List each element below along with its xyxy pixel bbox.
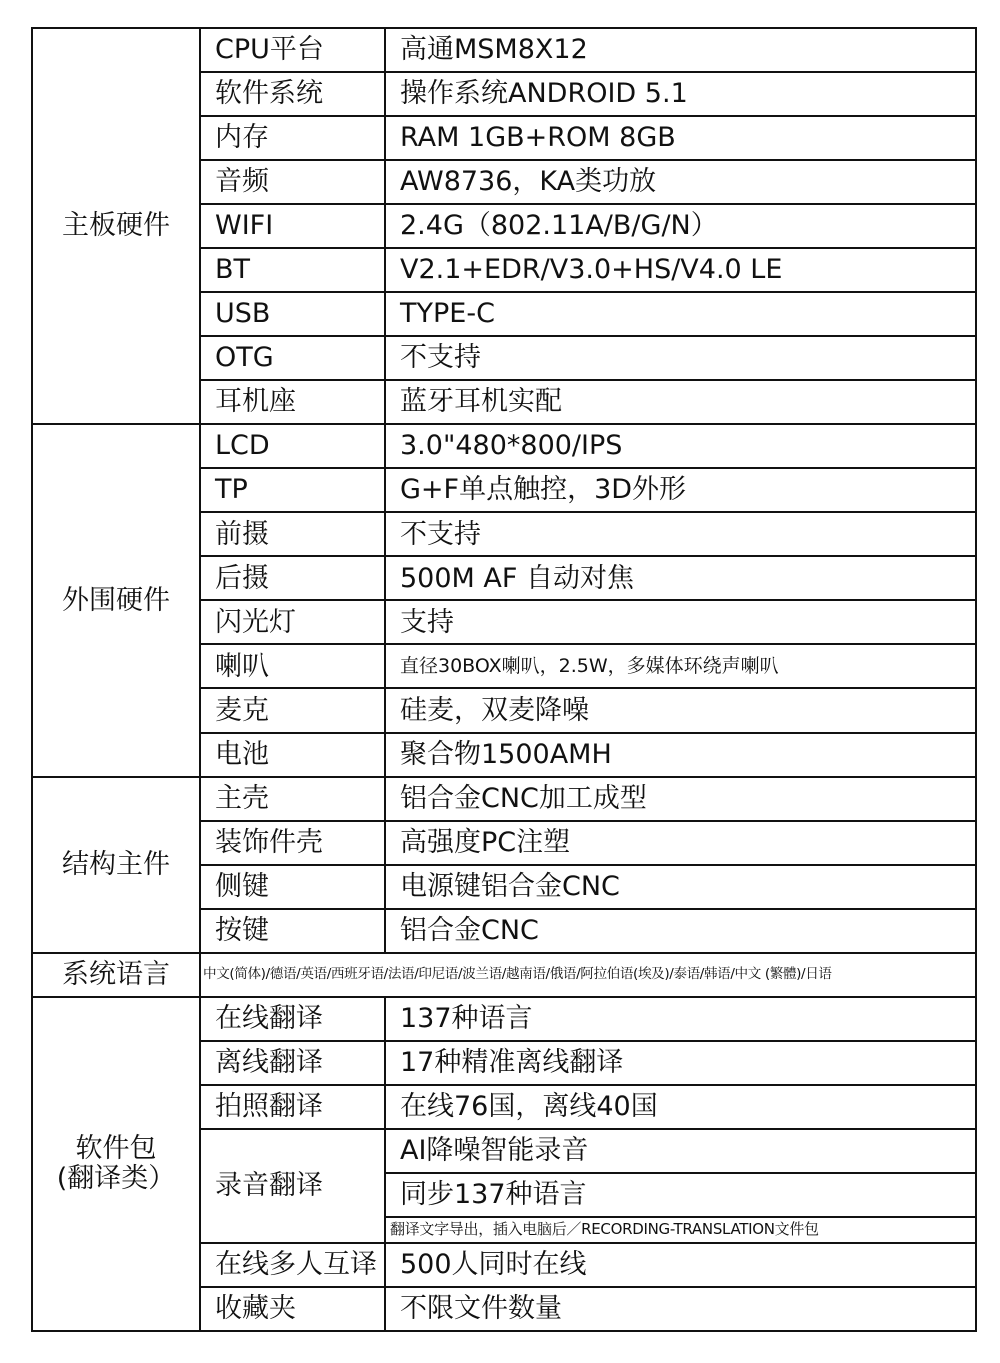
- table-row: [32, 424, 976, 468]
- spec-label: 软件系统: [200, 72, 385, 116]
- spec-value: 2.4G（802.11A/B/G/N）: [385, 204, 976, 248]
- spec-label: WIFI: [200, 204, 385, 248]
- spec-label: 拍照翻译: [200, 1085, 385, 1129]
- spec-label: 喇叭: [200, 644, 385, 688]
- spec-label: OTG: [200, 336, 385, 380]
- spec-value: 在线76国，离线40国: [385, 1085, 976, 1129]
- spec-value: 不支持: [385, 512, 976, 556]
- spec-value: 蓝牙耳机实配: [385, 380, 976, 424]
- spec-value: 铝合金CNC: [385, 909, 976, 953]
- spec-label: 按键: [200, 909, 385, 953]
- spec-value: AI降噪智能录音: [385, 1129, 976, 1173]
- spec-label: CPU平台: [200, 28, 385, 72]
- spec-value: 不支持: [385, 336, 976, 380]
- spec-label: 主壳: [200, 777, 385, 821]
- spec-label: 闪光灯: [200, 600, 385, 644]
- spec-value: 硅麦，双麦降噪: [385, 688, 976, 732]
- spec-label: 装饰件壳: [200, 821, 385, 865]
- table-row: [32, 28, 976, 72]
- spec-value: 137种语言: [385, 997, 976, 1041]
- category-mainboard: 主板硬件: [32, 28, 200, 424]
- category-structure: 结构主件: [32, 777, 200, 953]
- spec-value: 高通MSM8X12: [385, 28, 976, 72]
- spec-label: 耳机座: [200, 380, 385, 424]
- spec-value: 翻译文字导出，插入电脑后／RECORDING-TRANSLATION文件包: [385, 1217, 976, 1243]
- spec-value: TYPE-C: [385, 292, 976, 336]
- spec-label: LCD: [200, 424, 385, 468]
- spec-value: V2.1+EDR/V3.0+HS/V4.0 LE: [385, 248, 976, 292]
- spec-label: BT: [200, 248, 385, 292]
- language-list: 中文(简体)/德语/英语/西班牙语/法语/印尼语/波兰语/越南语/俄语/阿拉伯语(埃及)/泰语/韩语/中文 (繁體)/日语: [200, 953, 976, 997]
- spec-value: 3.0"480*800/IPS: [385, 424, 976, 468]
- spec-value: 500人同时在线: [385, 1243, 976, 1287]
- category-software: [32, 997, 200, 1331]
- spec-value: 操作系统ANDROID 5.1: [385, 72, 976, 116]
- spec-value: 不限文件数量: [385, 1287, 976, 1331]
- category-software-line1: 软件包: [75, 1133, 157, 1165]
- spec-label: 内存: [200, 116, 385, 160]
- spec-label: 收藏夹: [200, 1287, 385, 1331]
- spec-label: 离线翻译: [200, 1041, 385, 1085]
- spec-value: 聚合物1500AMH: [385, 733, 976, 777]
- spec-label: USB: [200, 292, 385, 336]
- table-row: [32, 777, 976, 821]
- spec-value: 铝合金CNC加工成型: [385, 777, 976, 821]
- spec-value: G+F单点触控，3D外形: [385, 468, 976, 512]
- table-row: [32, 997, 976, 1041]
- spec-label: 音频: [200, 160, 385, 204]
- spec-label: 在线多人互译: [200, 1243, 385, 1287]
- spec-value: 直径30BOX喇叭，2.5W，多媒体环绕声喇叭: [385, 644, 976, 688]
- table-row: [32, 953, 976, 997]
- spec-value: 电源键铝合金CNC: [385, 865, 976, 909]
- spec-label: 电池: [200, 733, 385, 777]
- spec-label: TP: [200, 468, 385, 512]
- spec-label: 侧键: [200, 865, 385, 909]
- spec-table: [31, 27, 977, 1332]
- spec-value: 高强度PC注塑: [385, 821, 976, 865]
- spec-label: 前摄: [200, 512, 385, 556]
- category-language: 系统语言: [32, 953, 200, 997]
- spec-label: 后摄: [200, 556, 385, 600]
- category-peripheral: 外围硬件: [32, 424, 200, 776]
- spec-label: 录音翻译: [200, 1129, 385, 1243]
- spec-label: 在线翻译: [200, 997, 385, 1041]
- spec-value: RAM 1GB+ROM 8GB: [385, 116, 976, 160]
- spec-value: 支持: [385, 600, 976, 644]
- spec-value: 500M AF 自动对焦: [385, 556, 976, 600]
- spec-label: 麦克: [200, 688, 385, 732]
- spec-value: 同步137种语言: [385, 1173, 976, 1217]
- category-software-line2: (翻译类）: [56, 1162, 176, 1194]
- spec-value: 17种精准离线翻译: [385, 1041, 976, 1085]
- spec-value: AW8736，KA类功放: [385, 160, 976, 204]
